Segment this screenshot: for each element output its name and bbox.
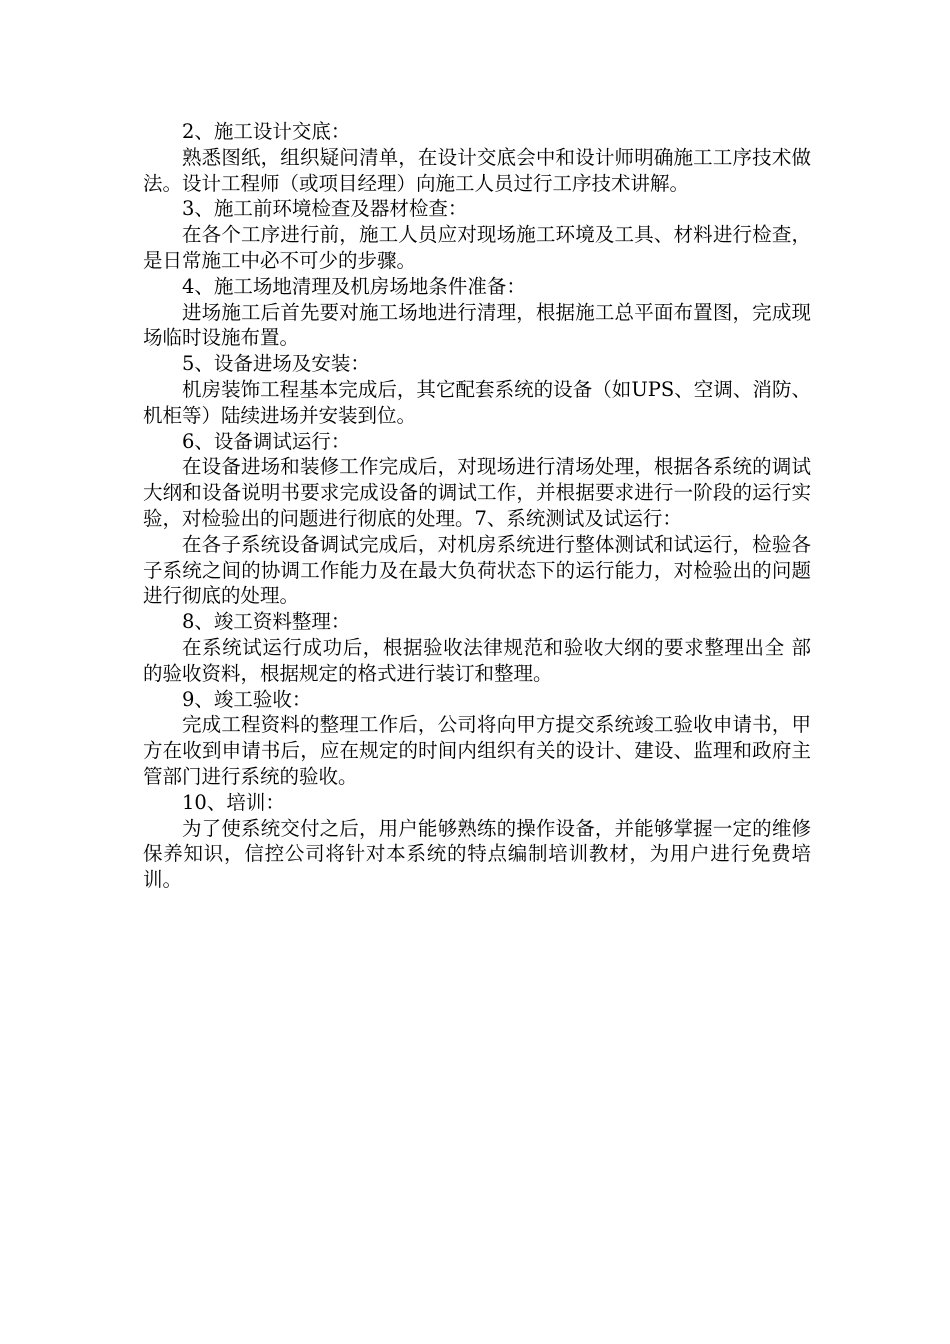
document-body — [143, 119, 811, 893]
heading-completion-documents: 8、竣工资料整理： — [182, 610, 351, 634]
heading-completion-acceptance: 9、竣工验收： — [182, 687, 312, 711]
heading-equipment-installation: 5、设备进场及安装： — [182, 352, 370, 376]
heading-site-clearing: 4、施工场地清理及机房场地条件准备： — [182, 274, 526, 298]
heading-pre-construction-check: 3、施工前环境检查及器材检查： — [182, 197, 468, 221]
heading-design-briefing: 2、施工设计交底： — [182, 120, 351, 143]
paragraph-design-briefing: 熟悉图纸，组织疑问清单，在设计交底会中和设计师明确施工工序技术做法。设计工程师（或项目经理）向施工人员过行工序技术讲解。 — [143, 145, 811, 195]
paragraph-site-clearing: 进场施工后首先要对施工场地进行清理，根据施工总平面布置图，完成现场临时设施布置。 — [143, 300, 811, 350]
paragraph-pre-construction-check: 在各个工序进行前，施工人员应对现场施工环境及工具、材料进行检查，是日常施工中必不可少的步骤。 — [143, 223, 811, 272]
paragraph-system-testing: 在各子系统设备调试完成后，对机房系统进行整体测试和试运行，检验各子系统之间的协调工作能力及在最大负荷状态下的运行能力，对检验出的问题进行彻底的处理。 — [143, 532, 811, 608]
paragraph-equipment-commissioning: 在设备进场和装修工作完成后，对现场进行清场处理，根据各系统的调试大纲和设备说明书要求完成设备的调试工作，并根据要求进行一阶段的运行实验，对检验出的问题进行彻底的处理。7、系统测试及试运行： — [143, 455, 811, 530]
paragraph-training: 为了使系统交付之后，用户能够熟练的操作设备，并能够掌握一定的维修保养知识，信控公司将针对本系统的特点编制培训教材，为用户进行免费培训。 — [143, 816, 811, 892]
paragraph-equipment-installation: 机房装饰工程基本完成后，其它配套系统的设备（如UPS、空调、消防、机柜等）陆续进场并安装到位。 — [143, 377, 811, 427]
paragraph-completion-documents: 在系统试运行成功后，根据验收法律规范和验收大纲的要求整理出全 部的验收资料，根据规定的格式进行装订和整理。 — [143, 635, 811, 685]
heading-training: 10、培训： — [182, 790, 285, 814]
heading-equipment-commissioning: 6、设备调试运行： — [182, 429, 351, 453]
paragraph-completion-acceptance: 完成工程资料的整理工作后，公司将向甲方提交系统竣工验收申请书，甲方在收到申请书后，应在规定的时间内组织有关的设计、建设、监理和政府主管部门进行系统的验收。 — [143, 713, 811, 788]
